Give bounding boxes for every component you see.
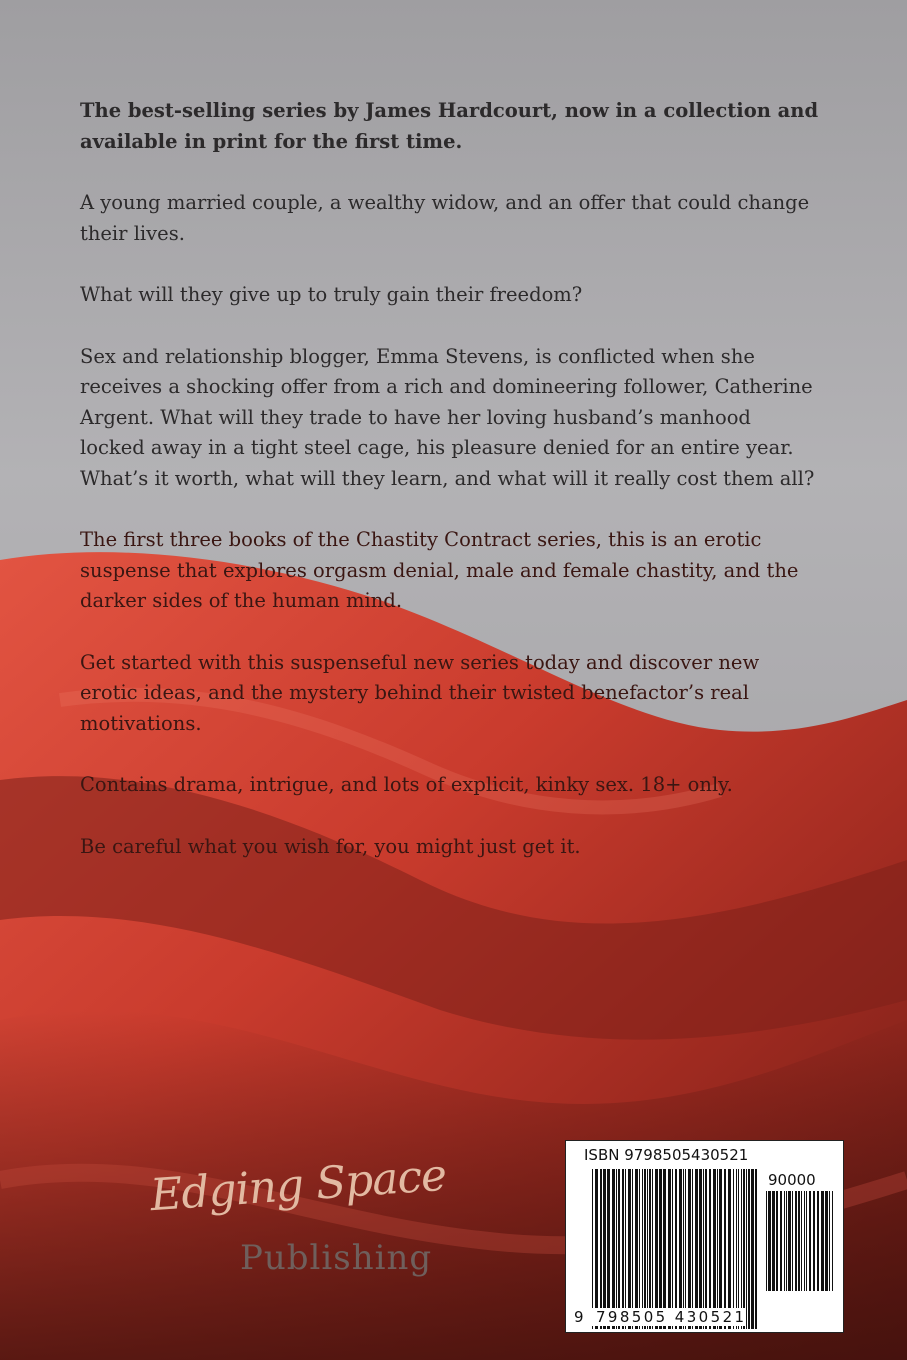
barcode-addon-bars [766, 1191, 834, 1291]
barcode-bar [600, 1169, 602, 1329]
back-cover-blurb [80, 96, 820, 893]
barcode-bar [699, 1169, 702, 1329]
barcode-bar [679, 1169, 682, 1329]
barcode-bar [821, 1191, 824, 1291]
barcode-bar [728, 1169, 731, 1329]
barcode-bar [768, 1191, 771, 1291]
barcode-bar [659, 1169, 662, 1329]
barcode-bar [709, 1169, 711, 1329]
barcode-bar [635, 1169, 638, 1329]
barcode-bar [798, 1191, 800, 1291]
barcode-bar [595, 1169, 598, 1329]
barcode-bar [792, 1191, 793, 1291]
barcode-bar [612, 1169, 615, 1329]
isbn-label: ISBN 9798505430521 [584, 1146, 749, 1164]
barcode-bar [741, 1169, 742, 1329]
barcode-bar [655, 1169, 658, 1329]
publisher-logo [148, 1149, 450, 1300]
blurb-paragraph: Sex and relationship blogger, Emma Stevens, is conflicted when she receives a shocking offer from a rich and domineering follower, Catherine Argent. What will they trade to have her loving husband’s manhood locked away in a tight steel cage, his pleasure denied for an entire year. What’s it worth, what will they learn, and what will it really cost them all? [80, 344, 815, 490]
barcode-bar [772, 1191, 775, 1291]
barcode-bar [817, 1191, 819, 1291]
barcode-bar [672, 1169, 673, 1329]
barcode-bar [766, 1191, 767, 1291]
barcode-bar [688, 1169, 691, 1329]
barcode-bar [695, 1169, 698, 1329]
price-code: 90000 [768, 1171, 816, 1189]
barcode-bar [733, 1169, 734, 1329]
barcode-lead-digit: 9 [574, 1308, 586, 1326]
barcode-bar [632, 1169, 633, 1329]
blurb-paragraph: Get started with this suspenseful new series today and discover new erotic ideas, and the mystery behind their twisted benefactor’s real motivations. [80, 650, 760, 735]
barcode-bar [801, 1191, 802, 1291]
barcode-bar [719, 1169, 722, 1329]
blurb-paragraph: Contains drama, intrigue, and lots of explicit, kinky sex. 18+ only. [80, 773, 733, 796]
barcode-bar [683, 1169, 684, 1329]
barcode-bar [755, 1169, 757, 1329]
barcode-bar [809, 1191, 811, 1291]
blurb-paragraph: Be careful what you wish for, you might just get it. [80, 834, 581, 858]
barcode-bar [705, 1169, 707, 1329]
barcode-bar [804, 1191, 805, 1291]
barcode-bar [628, 1169, 631, 1329]
publisher-logo-script: Edging Space [148, 1149, 448, 1222]
barcode-bar [616, 1169, 617, 1329]
blurb-paragraph: What will they give up to truly gain their freedom? [80, 283, 583, 306]
barcode-bar [603, 1169, 606, 1329]
barcode-bar [647, 1169, 648, 1329]
barcode-bar [642, 1169, 643, 1329]
barcode-bar [639, 1169, 640, 1329]
barcode-bar [746, 1169, 747, 1329]
barcode-bar [780, 1191, 782, 1291]
barcode-bar [806, 1191, 807, 1291]
blurb-paragraph: The first three books of the Chastity Contract series, this is an erotic suspense that explores orgasm denial, male and female chastity, and the darker sides of the human mind. [80, 528, 799, 612]
barcode-bar [832, 1191, 833, 1291]
blurb-paragraph: A young married couple, a wealthy widow, and an offer that could change their lives. [80, 191, 810, 245]
barcode-bar [748, 1169, 750, 1329]
barcode-bar [685, 1169, 686, 1329]
barcode-bar [743, 1169, 745, 1329]
barcode-bar [592, 1169, 593, 1329]
barcode-bar [776, 1191, 778, 1291]
barcode-bar [703, 1169, 704, 1329]
barcode-bar [813, 1191, 815, 1291]
barcode-bar [724, 1169, 726, 1329]
publisher-logo-subtitle: Publishing [240, 1238, 433, 1278]
barcode-bar [829, 1191, 830, 1291]
barcode-bar [751, 1169, 754, 1329]
barcode-bar [625, 1169, 626, 1329]
barcode-bar [713, 1169, 716, 1329]
barcode-bar [652, 1169, 653, 1329]
barcode-bar [692, 1169, 693, 1329]
barcode-bar [644, 1169, 646, 1329]
barcode-bar [663, 1169, 666, 1329]
barcode-bar [675, 1169, 677, 1329]
barcode-bar [607, 1169, 610, 1329]
barcode-digit-group: 430521 [674, 1308, 747, 1326]
barcode-digits [574, 1308, 746, 1326]
barcode-bar [784, 1191, 785, 1291]
barcode-bar [649, 1169, 651, 1329]
barcode-bar [825, 1191, 828, 1291]
isbn-barcode [565, 1140, 844, 1333]
barcode-bar [618, 1169, 620, 1329]
barcode-bar [668, 1169, 671, 1329]
barcode-digit-group: 798505 [595, 1308, 668, 1326]
barcode-bar [788, 1191, 791, 1291]
barcode-bar [736, 1169, 737, 1329]
barcode-bar [717, 1169, 718, 1329]
blurb-lead: The best-selling series by James Hardcourt, now in a collection and available in print for the first time. [80, 99, 819, 153]
barcode-bar [622, 1169, 624, 1329]
barcode-bar [786, 1191, 787, 1291]
barcode-bar [795, 1191, 797, 1291]
barcode-bars [592, 1169, 758, 1329]
barcode-bar [738, 1169, 739, 1329]
